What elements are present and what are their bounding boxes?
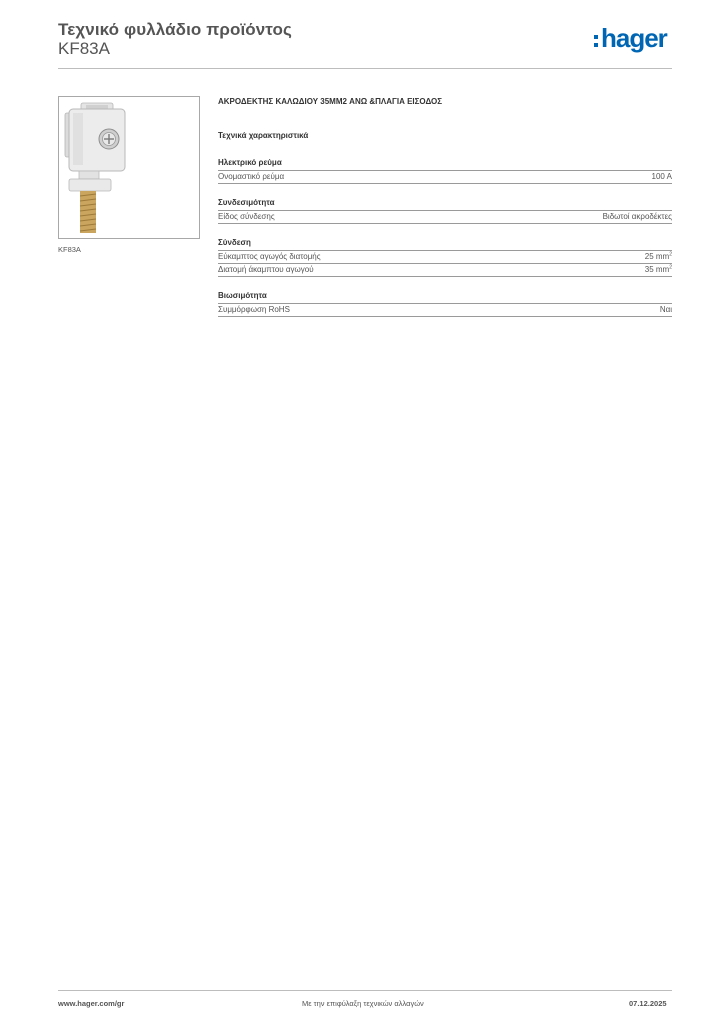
spec-row bbox=[218, 211, 672, 224]
group-title: Συνδεσιμότητα bbox=[218, 198, 672, 211]
document-title: Τεχνικό φυλλάδιο προϊόντος bbox=[58, 20, 292, 39]
spec-label: Συμμόρφωση RoHS bbox=[218, 305, 290, 314]
logo-text: hager bbox=[601, 23, 667, 53]
spec-content bbox=[218, 96, 672, 317]
group-title: Βιωσιμότητα bbox=[218, 291, 672, 304]
cable-terminal-illustration bbox=[59, 97, 199, 238]
spec-group-connectivity bbox=[218, 198, 672, 224]
spec-label: Ονομαστικό ρεύμα bbox=[218, 172, 285, 181]
spec-row bbox=[218, 264, 672, 277]
spec-value: Ναι bbox=[659, 305, 672, 314]
value-superscript: 2 bbox=[669, 251, 672, 258]
product-image bbox=[58, 96, 200, 239]
spec-group-electrical bbox=[218, 158, 672, 184]
spec-row bbox=[218, 304, 672, 317]
spec-row bbox=[218, 251, 672, 264]
product-code: KF83A bbox=[58, 39, 110, 58]
header-divider bbox=[58, 68, 672, 69]
spec-value bbox=[645, 264, 672, 276]
spec-row bbox=[218, 171, 672, 184]
logo-dot-bottom bbox=[594, 43, 598, 47]
value-superscript: 2 bbox=[669, 264, 672, 271]
logo-dot-top bbox=[594, 35, 598, 39]
footer-date: 07.12.2025 bbox=[629, 999, 667, 1008]
image-caption: KF83A bbox=[58, 245, 81, 254]
spec-label: Εύκαμπτος αγωγός διατομής bbox=[218, 252, 321, 261]
spec-value bbox=[645, 251, 672, 263]
spec-label: Είδος σύνδεσης bbox=[218, 212, 275, 221]
footer-notice: Με την επιφύλαξη τεχνικών αλλαγών bbox=[302, 999, 424, 1008]
specs-heading: Τεχνικά χαρακτηριστικά bbox=[218, 131, 309, 140]
spec-value: Βιδωτοί ακροδέκτες bbox=[602, 212, 672, 221]
value-text: 35 mm bbox=[644, 265, 670, 274]
group-title: Ηλεκτρικό ρεύμα bbox=[218, 158, 672, 171]
spec-value: 100 A bbox=[651, 172, 672, 181]
spec-group-connection bbox=[218, 238, 672, 277]
footer-divider bbox=[58, 990, 672, 991]
spec-label: Διατομή άκαμπτου αγωγού bbox=[218, 265, 314, 274]
group-title: Σύνδεση bbox=[218, 238, 672, 251]
value-text: 25 mm bbox=[644, 252, 670, 261]
footer-website[interactable]: www.hager.com/gr bbox=[58, 999, 125, 1008]
spec-group-sustainability bbox=[218, 291, 672, 317]
product-name: ΑΚΡΟΔΕΚΤΗΣ ΚΑΛΩΔΙΟΥ 35MM2 ΑΝΩ &ΠΛΑΓΙΑ ΕΙΣΟΔΟΣ bbox=[218, 97, 442, 106]
